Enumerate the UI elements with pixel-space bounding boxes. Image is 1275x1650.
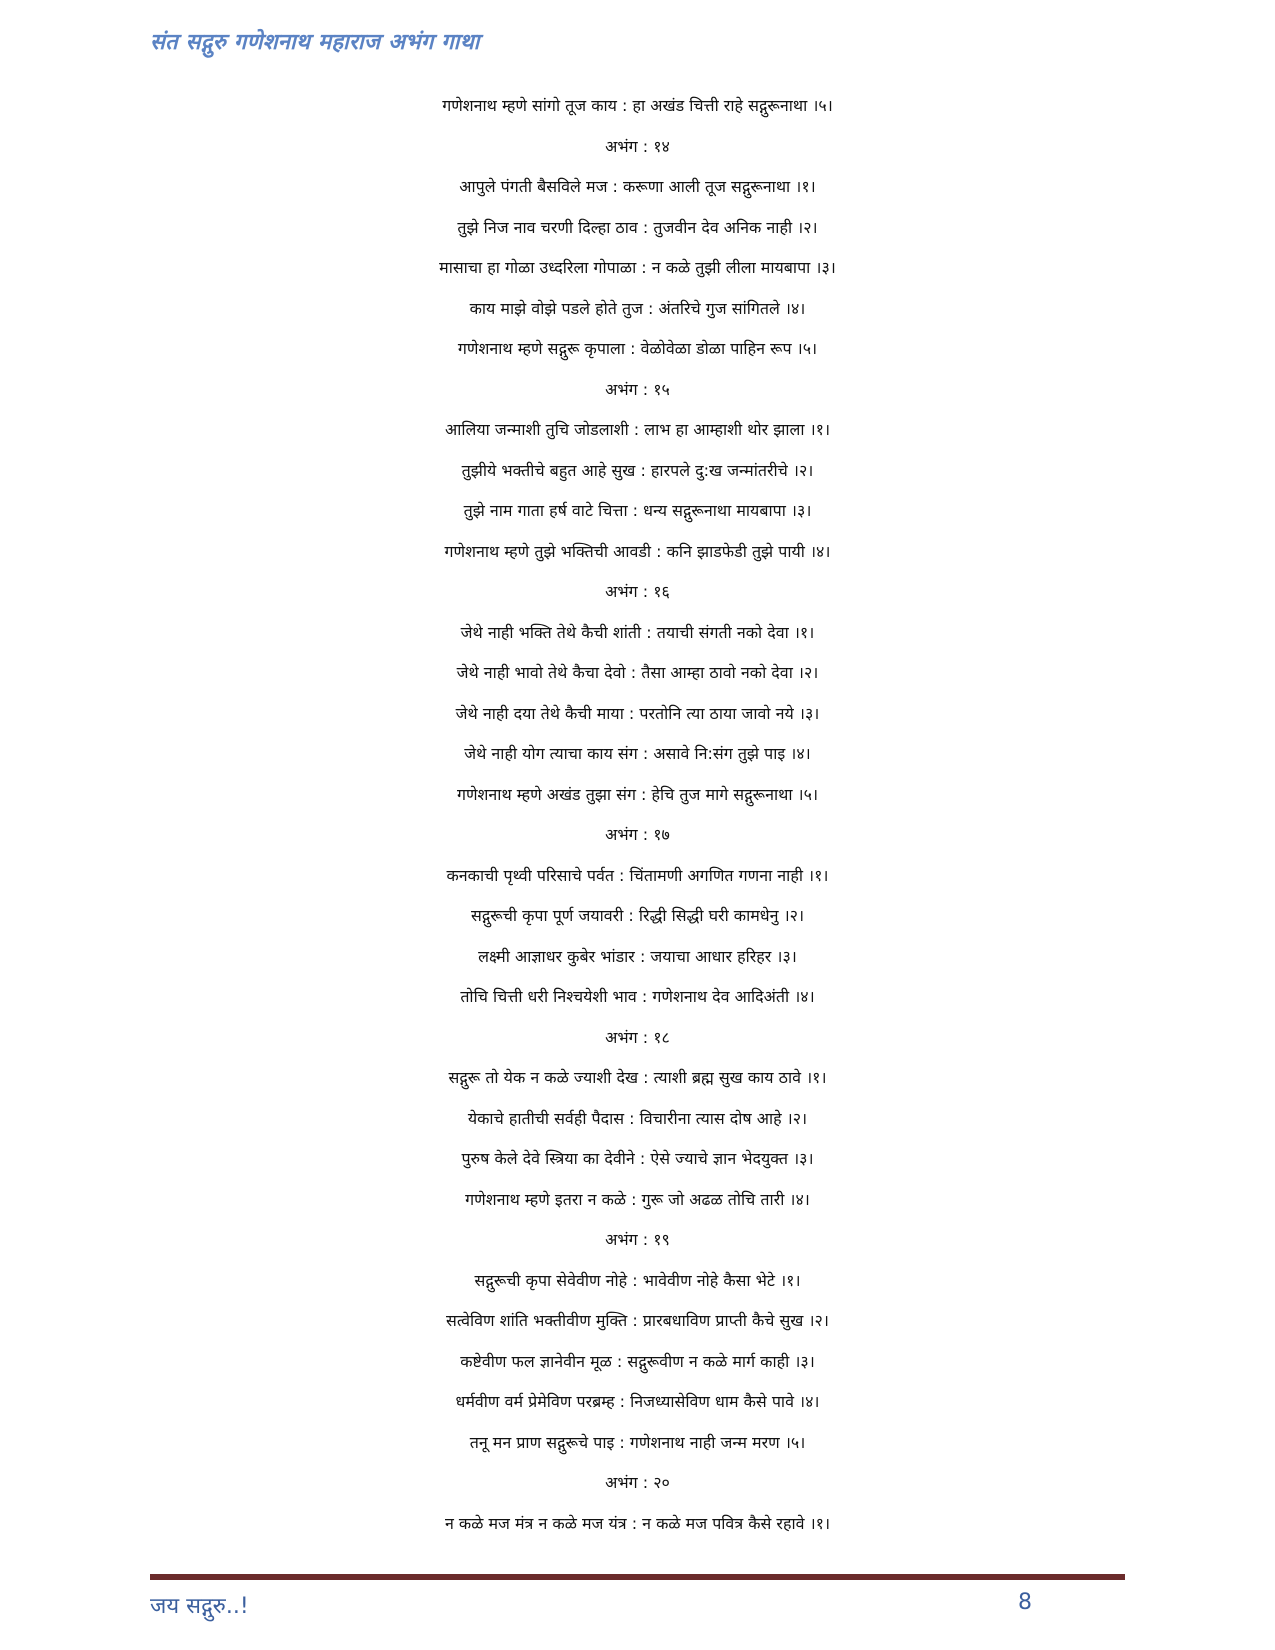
verse-line: तुझीये भक्तीचे बहुत आहे सुख : हारपले दु:ख जन्मांतरीचे ।२। bbox=[461, 460, 814, 480]
verse-line: जेथे नाही भावो तेथे कैचा देवो : तैसा आम्हा ठावो नको देवा ।२। bbox=[456, 663, 819, 682]
verse-line: तुझे नाम गाता हर्ष वाटे चित्ता : धन्य सद्गुरूनाथा मायबापा ।३। bbox=[463, 501, 812, 520]
verse-line: सद्गुरू तो येक न कळे ज्याशी देख : त्याशी ब्रह्म सुख काय ठावे ।१। bbox=[448, 1068, 827, 1087]
verse-line: जेथे नाही भक्ति तेथे कैची शांती : तयाची संगती नको देवा ।१। bbox=[460, 622, 815, 642]
verse-line: गणेशनाथ म्हणे तुझे भक्तिची आवडी : कनि झाडफेडी तुझे पायी ।४। bbox=[444, 541, 831, 561]
abhang-heading: अभंग : १४ bbox=[605, 136, 670, 156]
verse-line: लक्ष्मी आज्ञाधर कुबेर भांडार : जयाचा आधार हरिहर ।३। bbox=[478, 946, 797, 966]
footer-text: जय सद्गुरु..! bbox=[150, 1594, 249, 1619]
verse-line: कष्टेवीण फल ज्ञानेवीन मूळ : सद्गुरूवीण न कळे मार्ग काही ।३। bbox=[460, 1351, 815, 1371]
verse-line: मासाचा हा गोळा उध्दरिला गोपाळा : न कळे तुझी लीला मायबापा ।३। bbox=[439, 258, 836, 277]
abhang-heading: अभंग : २० bbox=[605, 1473, 670, 1492]
abhang-heading: अभंग : १५ bbox=[605, 379, 670, 399]
verse-line: सत्वेविण शांति भक्तीवीण मुक्ति : प्रारबधाविण प्राप्ती कैचे सुख ।२। bbox=[446, 1311, 829, 1330]
verse-line: न कळे मज मंत्र न कळे मज यंत्र : न कळे मज पवित्र कैसे रहावे ।१। bbox=[444, 1513, 831, 1533]
verse-line: सद्गुरूची कृपा पूर्ण जयावरी : रिद्धी सिद्धी घरी कामधेनु ।२। bbox=[470, 906, 805, 925]
footer-divider bbox=[150, 1574, 1125, 1580]
verse-line: जेथे नाही योग त्याचा काय संग : असावे नि:संग तुझे पाइ ।४। bbox=[464, 744, 811, 763]
abhang-heading: अभंग : १८ bbox=[605, 1027, 670, 1047]
verse-line: गणेशनाथ म्हणे अखंड तुझा संग : हेचि तुज मागे सद्गुरूनाथा ।५। bbox=[456, 784, 819, 804]
verse-line: येकाचे हातीची सर्वही पैदास : विचारीना त्यास दोष आहे ।२। bbox=[467, 1108, 808, 1128]
verse-line: आलिया जन्माशी तुचि जोडलाशी : लाभ हा आम्हाशी थोर झाला ।१। bbox=[444, 420, 831, 439]
verse-line: आपुले पंगती बैसविले मज : करूणा आली तूज सद्गुरूनाथा ।१। bbox=[459, 177, 816, 196]
verse-line: तोचि चित्ती धरी निश्चयेशी भाव : गणेशनाथ देव आदिअंती ।४। bbox=[460, 987, 815, 1006]
verse-line: सद्गुरूची कृपा सेवेवीण नोहे : भावेवीण नोहे कैसा भेटे ।१। bbox=[474, 1270, 801, 1290]
abhang-heading: अभंग : १६ bbox=[605, 582, 670, 601]
verse-line: तनू मन प्राण सद्गुरूचे पाइ : गणेशनाथ नाही जन्म मरण ।५। bbox=[469, 1432, 806, 1452]
verse-line: कनकाची पृथ्वी परिसाचे पर्वत : चिंतामणी अगणित गणना नाही ।१। bbox=[446, 865, 829, 885]
verse-line: पुरुष केले देवे स्त्रिया का देवीने : ऐसे ज्याचे ज्ञान भेदयुक्त ।३। bbox=[461, 1149, 814, 1168]
verse-line: काय माझे वोझे पडले होते तुज : अंतरिचे गुज सांगितले ।४। bbox=[469, 298, 806, 318]
page-number: 8 bbox=[1018, 1590, 1032, 1615]
verse-line: धर्मवीण वर्म प्रेमेविण परब्रम्ह : निजध्यासेविण धाम कैसे पावे ।४। bbox=[455, 1392, 820, 1411]
abhang-text-body bbox=[0, 86, 1275, 1544]
verse-line: गणेशनाथ म्हणे इतरा न कळे : गुरू जो अढळ तोचि तारी ।४। bbox=[465, 1189, 810, 1209]
verse-line: तुझे निज नाव चरणी दिल्हा ठाव : तुजवीन देव अनिक नाही ।२। bbox=[457, 217, 818, 237]
verse-line: गणेशनाथ म्हणे सद्गुरू कृपाला : वेळोवेळा डोळा पाहिन रूप ।५। bbox=[457, 339, 818, 358]
verse-line: गणेशनाथ म्हणे सांगो तूज काय : हा अखंड चित्ती राहे सद्गुरूनाथा ।५। bbox=[442, 96, 833, 115]
page-header-title: संत सद्गुरु गणेशनाथ महाराज अभंग गाथा bbox=[150, 30, 480, 55]
abhang-heading: अभंग : १९ bbox=[605, 1230, 670, 1249]
abhang-heading: अभंग : १७ bbox=[605, 825, 670, 844]
verse-line: जेथे नाही दया तेथे कैची माया : परतोनि त्या ठाया जावो नये ।३। bbox=[455, 703, 820, 723]
